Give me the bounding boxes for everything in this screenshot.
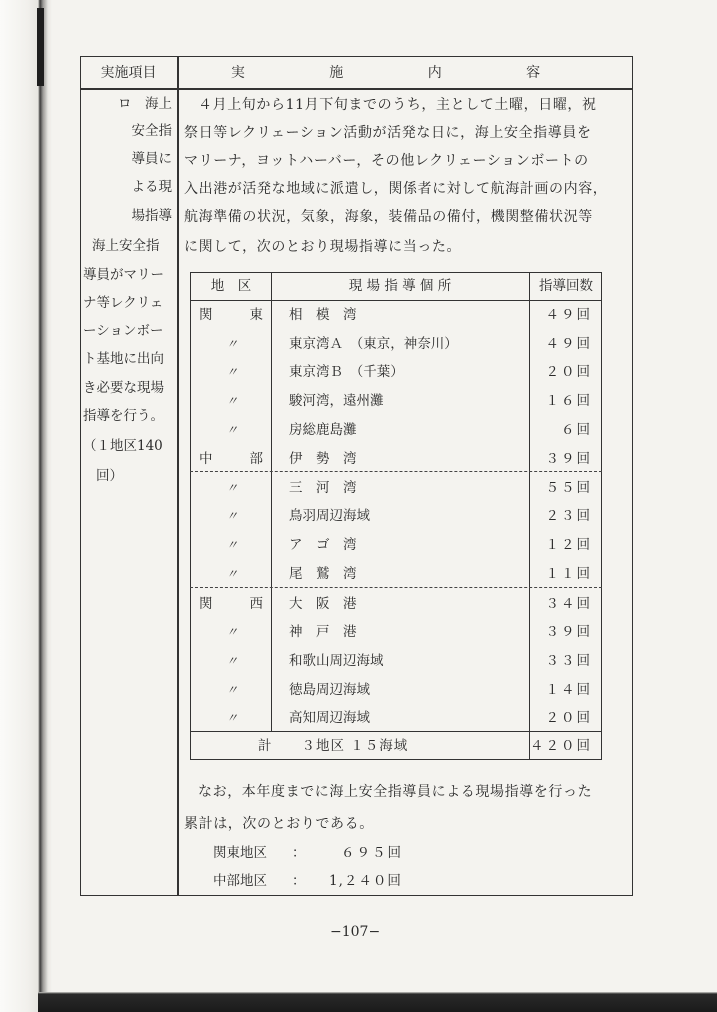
table-row-place: 高知周辺海域 bbox=[289, 710, 370, 727]
table-row-place: 伊 勢 湾 bbox=[289, 450, 357, 467]
table-row-count: ６回 bbox=[561, 421, 592, 438]
table-row-place: ア ゴ 湾 bbox=[289, 537, 357, 554]
table-header-count: 指導回数 bbox=[539, 278, 593, 294]
cumulative-label: 中部地区 bbox=[213, 873, 267, 889]
note-line: 累計は，次のとおりである。 bbox=[184, 816, 374, 832]
table-row-region: 〃 bbox=[226, 365, 239, 380]
table-row-count: １２回 bbox=[545, 537, 592, 554]
table-row-region: 〃 bbox=[226, 394, 239, 409]
table-row-place: 東京湾Ｂ （千葉） bbox=[289, 364, 404, 381]
table-row-count: ３３回 bbox=[545, 652, 592, 669]
table-row-place: 鳥羽周辺海域 bbox=[289, 508, 370, 525]
item-desc-line: 導員がマリー bbox=[83, 267, 164, 283]
table-row-region: 〃 bbox=[226, 538, 239, 553]
page-number: −107− bbox=[330, 924, 381, 940]
table-row-region: 〃 bbox=[226, 711, 239, 726]
intro-line: 祭日等レクリェーション活動が活発な日に，海上安全指導員を bbox=[184, 125, 592, 141]
item-title-line: 場指導 bbox=[131, 208, 172, 224]
table-row-count: １６回 bbox=[545, 393, 592, 410]
table-row-count: ２０回 bbox=[545, 710, 592, 727]
table-row-place: 三 河 湾 bbox=[289, 479, 357, 496]
table-row-region: 〃 bbox=[226, 422, 239, 437]
page-bottom-edge bbox=[38, 992, 717, 1012]
table-header-region: 地 区 bbox=[210, 278, 252, 294]
table-row-region: 関 東 bbox=[199, 307, 263, 323]
table-row-count: ２３回 bbox=[545, 508, 592, 525]
table-header-divider bbox=[190, 300, 602, 301]
table-row-region: 〃 bbox=[226, 682, 239, 697]
table-row-place: 房総鹿島灘 bbox=[289, 421, 357, 438]
table-row-place: 駿河湾，遠州灘 bbox=[289, 393, 384, 410]
cumulative-label: 関東地区 bbox=[213, 845, 267, 861]
table-row-place: 徳島周辺海域 bbox=[289, 681, 370, 698]
table-row-place: 相 模 湾 bbox=[289, 307, 357, 323]
table-row-region: 〃 bbox=[226, 480, 239, 495]
intro-line: マリーナ，ヨットハーバー，その他レクリェーションボートの bbox=[184, 153, 589, 169]
table-row-region: 〃 bbox=[226, 625, 239, 640]
item-desc-line: き必要な現場 bbox=[83, 380, 164, 396]
table-col-divider bbox=[271, 272, 272, 732]
intro-line: 航海準備の状況，気象，海象，装備品の備付，機関整備状況等 bbox=[184, 209, 593, 225]
table-row-place: 尾 鷲 湾 bbox=[289, 565, 357, 582]
table-row-place: 和歌山周辺海域 bbox=[289, 652, 384, 669]
table-row-place: 東京湾Ａ （東京，神奈川） bbox=[289, 335, 458, 352]
column-divider bbox=[177, 56, 179, 896]
table-row-count: ４９回 bbox=[545, 307, 592, 323]
item-desc-line: ト基地に出向 bbox=[83, 351, 164, 367]
header-divider bbox=[80, 88, 633, 90]
header-content: 実 施 内 容 bbox=[230, 65, 581, 81]
table-row-count: ３９回 bbox=[545, 450, 592, 467]
item-desc-line: 海上安全指 bbox=[92, 238, 160, 254]
item-title-line: 導員に bbox=[131, 151, 172, 167]
note-line: なお，本年度までに海上安全指導員による現場指導を行った bbox=[198, 784, 593, 800]
item-desc-line: 回） bbox=[96, 468, 123, 484]
item-title-line: よる現 bbox=[131, 179, 172, 195]
table-row-region: 〃 bbox=[226, 653, 239, 668]
table-row-count: ３９回 bbox=[545, 624, 592, 641]
item-desc-line: ーションボー bbox=[83, 323, 164, 339]
table-row-place: 神 戸 港 bbox=[289, 624, 357, 641]
item-desc-line: ナ等レクリェ bbox=[83, 295, 164, 311]
intro-line: に関して，次のとおり現場指導に当った。 bbox=[184, 239, 462, 255]
table-total-count: ４２０回 bbox=[530, 738, 592, 754]
table-row-count: ５５回 bbox=[545, 479, 592, 496]
table-row-count: １１回 bbox=[545, 565, 592, 582]
table-col-divider bbox=[529, 272, 530, 760]
table-row-place: 大 阪 港 bbox=[289, 595, 357, 612]
cumulative-value: ６９５回 bbox=[341, 845, 403, 861]
cumulative-value: 1,２４０回 bbox=[329, 873, 402, 889]
cumulative-sep: ： bbox=[292, 845, 306, 861]
table-row-region: 〃 bbox=[226, 336, 239, 351]
table-row-count: ４９回 bbox=[545, 335, 592, 352]
binding-mark bbox=[37, 8, 44, 86]
intro-line: ４月上旬から11月下旬までのうち，主として土曜，日曜，祝 bbox=[198, 97, 597, 113]
item-desc-line: （１地区140 bbox=[83, 438, 163, 454]
table-row-region: 〃 bbox=[226, 566, 239, 581]
book-spine-shadow bbox=[0, 0, 52, 1012]
table-row-region: 中 部 bbox=[199, 450, 263, 467]
item-title-line: ロ 海上 bbox=[118, 96, 172, 112]
intro-line: 入出港が活発な地域に派遣し，関係者に対して航海計画の内容， bbox=[184, 181, 608, 197]
table-row-region: 〃 bbox=[226, 509, 239, 524]
header-item: 実施項目 bbox=[100, 65, 157, 81]
table-dashed-divider bbox=[190, 471, 602, 472]
table-row-count: ２０回 bbox=[545, 364, 592, 381]
table-total-divider bbox=[190, 731, 602, 732]
item-title-line: 安全指 bbox=[131, 123, 172, 139]
cumulative-sep: ： bbox=[292, 873, 306, 889]
table-row-region: 関 西 bbox=[199, 595, 263, 612]
item-desc-line: 指導を行う。 bbox=[83, 408, 164, 424]
table-header-place: 現 場 指 導 個 所 bbox=[348, 278, 452, 294]
table-row-count: １４回 bbox=[545, 681, 592, 698]
table-row-count: ３４回 bbox=[545, 595, 592, 612]
table-dashed-divider bbox=[190, 587, 602, 588]
table-total-label: 計 ３地区 １５海域 bbox=[258, 738, 409, 754]
